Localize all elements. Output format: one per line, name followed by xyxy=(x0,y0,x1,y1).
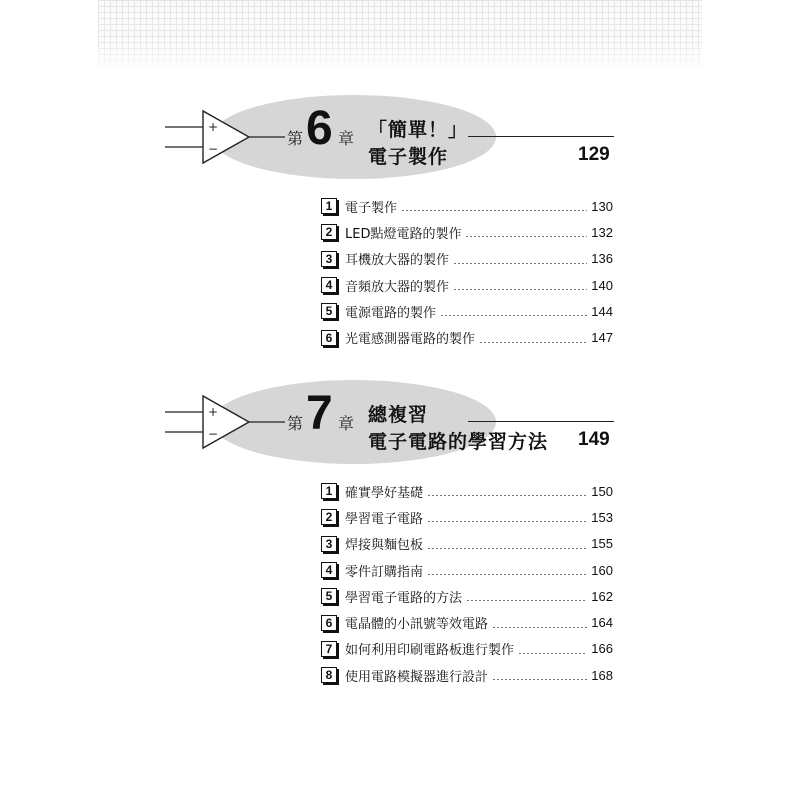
dot-leader xyxy=(492,679,587,680)
op-amp-minus-label: − xyxy=(208,427,219,441)
toc-entry[interactable] xyxy=(321,298,613,324)
toc-entry[interactable] xyxy=(321,219,613,245)
number-box-icon: 8 xyxy=(321,667,337,683)
toc-entry[interactable] xyxy=(321,324,613,350)
number-box-icon: 1 xyxy=(321,483,337,499)
number-box-icon: 6 xyxy=(321,330,337,346)
toc-entry-page: 166 xyxy=(591,641,613,657)
section-list xyxy=(321,478,613,688)
chapter-prefix: 第 xyxy=(287,129,304,148)
number-box-icon: 6 xyxy=(321,615,337,631)
toc-entry[interactable] xyxy=(321,662,613,688)
chapter-title-line1: 「簡單！」 xyxy=(368,119,469,141)
toc-entry-title: LED點燈電路的製作 xyxy=(345,226,462,242)
chapter-title-rule xyxy=(468,136,614,137)
toc-entry-title: 學習電子電路的方法 xyxy=(345,590,463,606)
chapter-suffix: 章 xyxy=(338,129,355,148)
dot-leader xyxy=(453,289,587,290)
dot-leader xyxy=(427,574,587,575)
toc-entry-title: 電子製作 xyxy=(345,200,398,216)
toc-entry[interactable] xyxy=(321,609,613,635)
number-box-icon: 2 xyxy=(321,509,337,525)
number-box-icon: 5 xyxy=(321,588,337,604)
number-box-icon: 3 xyxy=(321,536,337,552)
toc-entry-title: 學習電子電路 xyxy=(345,511,424,527)
number-box-icon: 2 xyxy=(321,224,337,240)
toc-entry-page: 168 xyxy=(591,667,613,683)
dot-leader xyxy=(427,495,587,496)
op-amp-plus-label: + xyxy=(208,405,219,419)
op-amp-plus-label: + xyxy=(208,120,219,134)
toc-entry-title: 如何利用印刷電路板進行製作 xyxy=(345,643,515,659)
section-list xyxy=(321,193,613,351)
dot-leader xyxy=(466,600,587,601)
toc-entry-page: 132 xyxy=(591,224,613,240)
chapter-title-line1: 總複習 xyxy=(368,404,429,426)
chapter-number: 6 xyxy=(306,102,333,155)
toc-entry-title: 光電感測器電路的製作 xyxy=(345,332,476,348)
dot-leader xyxy=(440,315,587,316)
chapter-title-rule xyxy=(468,421,614,422)
toc-entry-title: 電晶體的小訊號等效電路 xyxy=(345,617,489,633)
toc-entry-title: 音頻放大器的製作 xyxy=(345,279,450,295)
toc-entry-title: 零件訂購指南 xyxy=(345,564,424,580)
toc-entry-page: 144 xyxy=(591,303,613,319)
chapter-page-number[interactable]: 129 xyxy=(578,144,610,165)
chapter-number: 7 xyxy=(306,387,333,440)
toc-entry-page: 150 xyxy=(591,483,613,499)
chapter-6 xyxy=(0,95,800,355)
dot-leader xyxy=(453,263,587,264)
dot-leader xyxy=(401,210,587,211)
chapter-title-line2: 電子電路的學習方法 xyxy=(368,431,549,453)
chapter-page-number[interactable]: 149 xyxy=(578,429,610,450)
toc-entry-page: 153 xyxy=(591,509,613,525)
toc-entry[interactable] xyxy=(321,193,613,219)
chapter-title-line2: 電子製作 xyxy=(368,146,449,168)
op-amp-icon xyxy=(165,392,285,452)
number-box-icon: 3 xyxy=(321,251,337,267)
toc-entry[interactable] xyxy=(321,272,613,298)
chapter-prefix: 第 xyxy=(287,414,304,433)
toc-entry-page: 164 xyxy=(591,615,613,631)
toc-entry-title: 使用電路模擬器進行設計 xyxy=(345,669,489,685)
number-box-icon: 4 xyxy=(321,277,337,293)
header-grid-band xyxy=(98,0,702,72)
toc-entry-page: 130 xyxy=(591,198,613,214)
op-amp-minus-label: − xyxy=(208,142,219,156)
chapter-suffix: 章 xyxy=(338,414,355,433)
toc-entry-title: 焊接與麵包板 xyxy=(345,538,424,554)
toc-entry-page: 155 xyxy=(591,536,613,552)
number-box-icon: 7 xyxy=(321,641,337,657)
toc-entry-page: 136 xyxy=(591,251,613,267)
toc-entry-page: 140 xyxy=(591,277,613,293)
op-amp-icon xyxy=(165,107,285,167)
toc-entry-page: 160 xyxy=(591,562,613,578)
toc-entry-page: 147 xyxy=(591,330,613,346)
dot-leader xyxy=(427,521,587,522)
number-box-icon: 5 xyxy=(321,303,337,319)
dot-leader xyxy=(492,627,587,628)
dot-leader xyxy=(479,342,587,343)
number-box-icon: 4 xyxy=(321,562,337,578)
toc-entry[interactable] xyxy=(321,478,613,504)
number-box-icon: 1 xyxy=(321,198,337,214)
toc-entry[interactable] xyxy=(321,557,613,583)
toc-entry[interactable] xyxy=(321,504,613,530)
toc-entry-title: 確實學好基礎 xyxy=(345,485,424,501)
toc-entry[interactable] xyxy=(321,583,613,609)
dot-leader xyxy=(465,236,587,237)
dot-leader xyxy=(518,653,587,654)
chapter-7 xyxy=(0,380,800,685)
toc-entry[interactable] xyxy=(321,246,613,272)
toc-entry-title: 耳機放大器的製作 xyxy=(345,253,450,269)
dot-leader xyxy=(427,548,587,549)
toc-entry[interactable] xyxy=(321,636,613,662)
toc-entry-page: 162 xyxy=(591,588,613,604)
toc-entry[interactable] xyxy=(321,531,613,557)
toc-entry-title: 電源電路的製作 xyxy=(345,305,437,321)
